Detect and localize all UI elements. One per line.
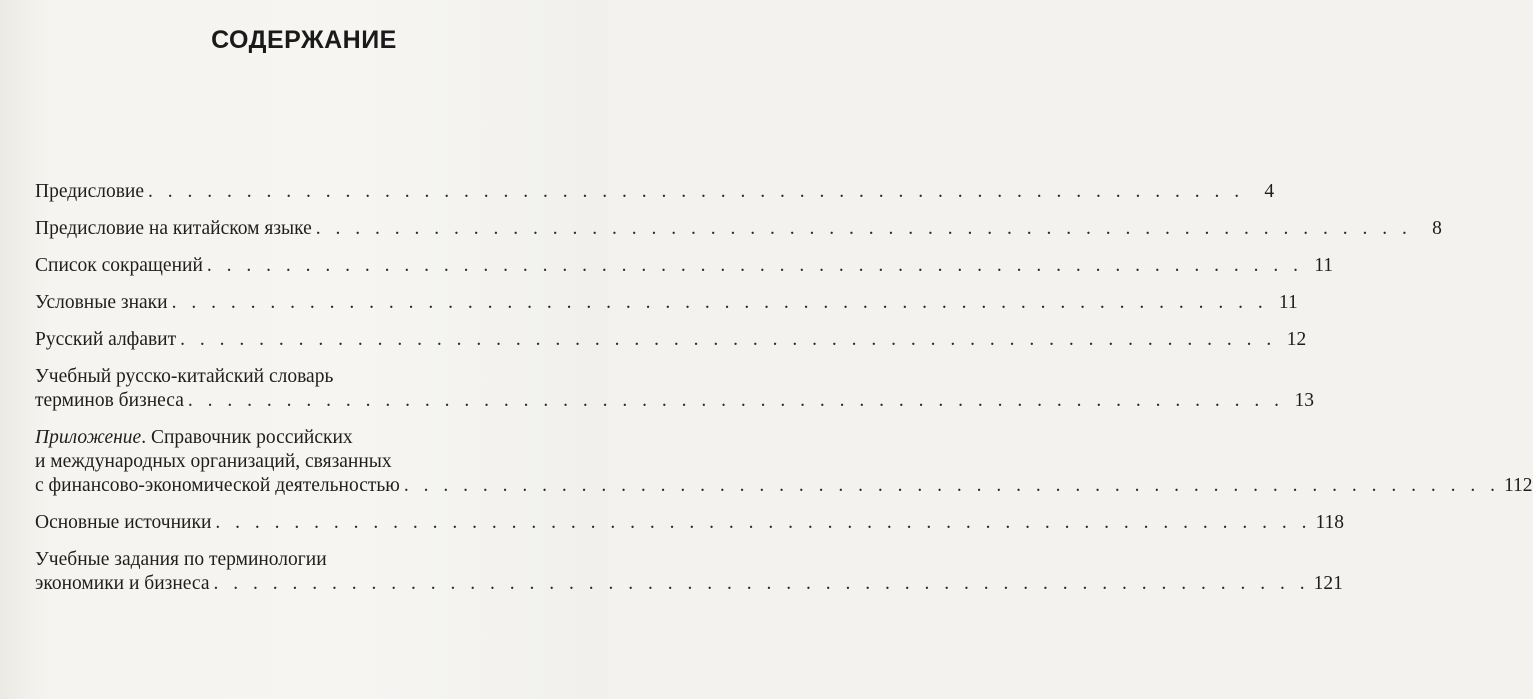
dot-leader: . . . . . . . . . . . . . . . . . . . . . . . . . . . . . . . . . . . . . . . . . . . . . . . . . . . . . . . . bbox=[148, 181, 1245, 202]
dot-leader: . . . . . . . . . . . . . . . . . . . . . . . . . . . . . . . . . . . . . . . . . . . . . . . . . . . . . . . . bbox=[215, 512, 1312, 533]
toc-page-number: 118 bbox=[1315, 512, 1345, 533]
toc-entry-text: Учебный русско-китайский словарь bbox=[35, 366, 334, 387]
toc-entry-appendix bbox=[35, 426, 1533, 498]
dot-leader: . . . . . . . . . . . . . . . . . . . . . . . . . . . . . . . . . . . . . . . . . . . . . . . . . . . . . . . . bbox=[315, 218, 1412, 239]
toc-entry-text: Список сокращений bbox=[35, 255, 203, 276]
toc-entry-sources bbox=[35, 511, 1345, 535]
table-of-contents bbox=[35, 180, 1533, 596]
toc-page-number: 112 bbox=[1503, 475, 1533, 496]
toc-entry-symbols bbox=[35, 291, 1298, 315]
toc-page-number: 12 bbox=[1286, 329, 1307, 350]
toc-entry-text: Условные знаки bbox=[35, 292, 168, 313]
toc-entry-text: Русский алфавит bbox=[35, 329, 177, 350]
toc-entry-text: Основные источники bbox=[35, 512, 212, 533]
toc-entry-abbreviations bbox=[35, 254, 1334, 278]
dot-leader: . . . . . . . . . . . . . . . . . . . . . . . . . . . . . . . . . . . . . . . . . . . . . . . . . . . . . . . . bbox=[171, 292, 1268, 313]
toc-entry-text: Предисловие bbox=[35, 181, 145, 202]
toc-entry-exercises bbox=[35, 548, 1343, 596]
toc-entry-text: с финансово-экономической деятельностью bbox=[35, 475, 400, 496]
toc-entry-prefix: Приложение bbox=[35, 427, 142, 448]
page-title: СОДЕРЖАНИЕ bbox=[211, 26, 397, 54]
toc-page-number: 121 bbox=[1313, 573, 1343, 594]
toc-page-number: 11 bbox=[1278, 292, 1298, 313]
toc-entry-text: Учебные задания по терминологии bbox=[35, 549, 327, 570]
dot-leader: . . . . . . . . . . . . . . . . . . . . . . . . . . . . . . . . . . . . . . . . . . . . . . . . . . . . . . . . bbox=[180, 329, 1277, 350]
toc-entry-text: и международных организаций, связанных bbox=[35, 451, 392, 472]
dot-leader: . . . . . . . . . . . . . . . . . . . . . . . . . . . . . . . . . . . . . . . . . . . . . . . . . . . . . . . . bbox=[206, 255, 1304, 276]
toc-page-number: 11 bbox=[1314, 255, 1334, 276]
toc-entry-preface bbox=[35, 180, 1275, 204]
dot-leader: . . . . . . . . . . . . . . . . . . . . . . . . . . . . . . . . . . . . . . . . . . . . . . . . . . . . . . . . bbox=[187, 390, 1284, 411]
toc-entry-alphabet bbox=[35, 328, 1307, 352]
toc-entry-preface-chinese bbox=[35, 217, 1442, 241]
toc-entry-text: терминов бизнеса bbox=[35, 390, 184, 411]
toc-page-number: 8 bbox=[1432, 218, 1442, 239]
toc-page-number: 13 bbox=[1294, 390, 1314, 411]
dot-leader: . . . . . . . . . . . . . . . . . . . . . . . . . . . . . . . . . . . . . . . . . . . . . . . . . . . . . . . . bbox=[403, 475, 1500, 496]
toc-entry-text bbox=[35, 426, 353, 450]
toc-page-number: 4 bbox=[1264, 181, 1275, 202]
toc-entry-dictionary bbox=[35, 365, 1314, 413]
toc-entry-text: экономики и бизнеса bbox=[35, 573, 210, 594]
toc-entry-text: Предисловие на китайском языке bbox=[35, 218, 312, 239]
toc-entry-text-rest: . Справочник российских bbox=[141, 427, 353, 448]
dot-leader: . . . . . . . . . . . . . . . . . . . . . . . . . . . . . . . . . . . . . . . . . . . . . . . . . . . . . . . . bbox=[213, 573, 1310, 594]
